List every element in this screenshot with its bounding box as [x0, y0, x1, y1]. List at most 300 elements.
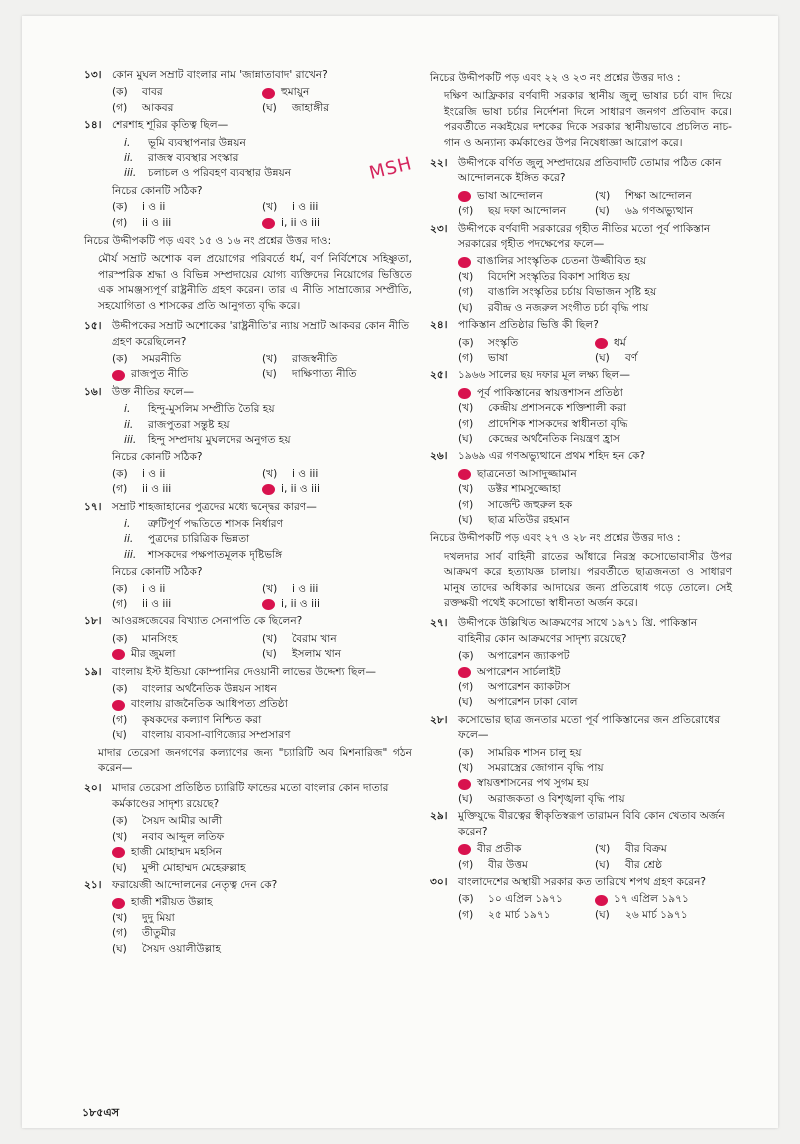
answer-option[interactable]: [458, 467, 732, 482]
option-text: ১৭ এপ্রিল ১৯৭১: [614, 893, 689, 906]
option-letter: (ক): [458, 746, 474, 759]
option-text: i ও ii: [142, 201, 166, 214]
option-text: ডক্টর শামসুজ্জোহা: [488, 483, 561, 496]
answer-option[interactable]: [112, 697, 412, 712]
answer-option[interactable]: [112, 647, 262, 662]
answer-option[interactable]: [112, 942, 412, 957]
statement-numeral: iii.: [124, 548, 137, 561]
which-correct-prompt: নিচের কোনটি সঠিক?: [112, 451, 203, 464]
answer-option[interactable]: [458, 386, 732, 401]
option-text: বর্ণ: [625, 351, 638, 364]
option-text: বাংলার অর্থনৈতিক উন্নয়ন সাধন: [142, 683, 277, 696]
option-letter: (খ): [458, 762, 474, 775]
option-text: দুদু মিয়া: [142, 911, 175, 924]
option-list: [112, 895, 412, 957]
option-text: ২৬ মার্চ ১৯৭১: [625, 908, 688, 921]
option-text: ২৫ মার্চ ১৯৭১: [488, 908, 551, 921]
question: [430, 449, 732, 464]
option-text: বীর শ্রেষ্ঠ: [625, 858, 663, 871]
question-text: কোন মুঘল সম্রাট বাংলার নাম 'জান্নাতাবাদ' রাখেন?: [112, 69, 328, 81]
answer-option[interactable]: [112, 895, 412, 910]
answer-option[interactable]: [112, 911, 412, 926]
option-list: [112, 352, 412, 383]
option-letter: (খ): [262, 201, 278, 214]
answer-option[interactable]: [595, 204, 732, 219]
option-text: কৃষকদের কল্যাণ নিশ্চিত করা: [142, 713, 262, 726]
filled-answer-bubble-icon: [458, 388, 471, 399]
option-letter: (খ): [458, 402, 474, 415]
option-text: সার্জেন্ট জহুরুল হক: [488, 498, 573, 511]
option-letter: (ঘ): [112, 942, 127, 955]
answer-option[interactable]: [458, 858, 595, 873]
question-number: ২০।: [84, 782, 102, 795]
option-text: সমরাস্ত্রের জোগান বৃদ্ধি পায়: [488, 762, 604, 775]
option-list: [112, 467, 412, 498]
filled-answer-bubble-icon: [595, 338, 608, 349]
question-text: উদ্দীপকে উল্লিখিত আক্রমণের সাথে ১৯৭১ খ্রি. পাকিস্তান বাহিনীর কোন আক্রমণের সাদৃশ্য রয়েছে?: [458, 617, 698, 645]
filled-answer-bubble-icon: [262, 218, 275, 229]
filled-answer-bubble-icon: [112, 649, 125, 660]
answer-option[interactable]: [112, 467, 262, 482]
filled-answer-bubble-icon: [458, 469, 471, 480]
question-number: ১৫।: [84, 320, 102, 333]
stimulus-passage: দক্ষিণ আফ্রিকার বর্ণবাদী সরকার স্থানীয় জুলু ভাষার চর্চা বাদ দিয়ে ইংরেজি ভাষা চর্চার নির্দেশনা দিলে সাধারণ জনগণ প্রতিবাদ করে। পরবর্তীতে নব্বইয়ের দশকের দিকে সরকার স্থানীয়ভাবে প্রচলিত নাচ-গান ও অন্যান্য কর্মকাণ্ডের উপর নিষেধাজ্ঞা আরোপ করে।: [444, 90, 732, 149]
answer-option[interactable]: [458, 417, 732, 432]
option-text: মুন্সী মোহাম্মদ মেহেরুল্লাহ: [142, 861, 246, 874]
answer-option[interactable]: [112, 216, 262, 231]
option-list: [458, 892, 732, 923]
answer-option[interactable]: [458, 695, 732, 710]
question: [84, 118, 412, 133]
answer-option[interactable]: [458, 665, 732, 680]
answer-option[interactable]: [458, 189, 595, 204]
option-letter: (গ): [458, 205, 474, 218]
option-letter: (ক): [458, 336, 474, 349]
answer-option[interactable]: [458, 401, 732, 416]
option-text: পূর্ব পাকিস্তানের স্বায়ত্তশাসন প্রতিষ্ঠা: [477, 386, 623, 399]
answer-option[interactable]: [458, 908, 595, 923]
answer-option[interactable]: [458, 270, 732, 285]
option-letter: (ক): [112, 201, 128, 214]
answer-option[interactable]: [595, 892, 732, 907]
option-letter: (ক): [112, 683, 128, 696]
answer-option[interactable]: [458, 842, 595, 857]
option-letter: (ক): [112, 86, 128, 99]
option-letter: (ঘ): [112, 861, 127, 874]
filled-answer-bubble-icon: [458, 667, 471, 678]
option-text: অপারেশন ঢাকা বোল: [488, 696, 578, 709]
question: [84, 614, 412, 629]
answer-option[interactable]: [458, 892, 595, 907]
option-letter: (ক): [112, 815, 128, 828]
option-list: [112, 814, 412, 876]
option-letter: (গ): [458, 417, 474, 430]
statement-numeral: i.: [124, 136, 131, 149]
filled-answer-bubble-icon: [458, 844, 471, 855]
statement-text: ত্রুটিপূর্ণ পদ্ধতিতে শাসক নির্ধারণ: [148, 517, 283, 530]
answer-option[interactable]: [112, 367, 262, 382]
answer-option[interactable]: [112, 632, 262, 647]
statement-list: [124, 517, 412, 563]
statement-numeral: iii.: [124, 433, 137, 446]
option-letter: (ঘ): [595, 351, 610, 364]
option-letter: (খ): [262, 632, 278, 645]
answer-option[interactable]: [458, 649, 732, 664]
option-text: সমরনীতি: [142, 352, 182, 365]
answer-option[interactable]: [262, 467, 412, 482]
question-number: ২৯।: [430, 810, 448, 823]
option-text: বাঙালির সাংস্কৃতিক চেতনা উজ্জীবিত হয়: [477, 255, 647, 268]
statement: [124, 517, 412, 532]
option-list: [112, 682, 412, 744]
answer-option[interactable]: [595, 351, 732, 366]
which-correct-prompt: নিচের কোনটি সঠিক?: [112, 184, 203, 197]
question-number: ২৫।: [430, 369, 448, 382]
filled-answer-bubble-icon: [458, 257, 471, 268]
question-number: ২৪।: [430, 319, 448, 332]
option-text: ভাষা আন্দোলন: [477, 189, 543, 202]
stimulus-passage: মৌর্য সম্রাট অশোক বল প্রয়োগের পরিবর্তে ধর্ম, বর্ণ নির্বিশেষে সহিষ্ণুতা, পারস্পরিক শ্রদ্ধা ও বিভিন্ন সম্প্রদায়ের যোগ্য ব্যক্তিদের নিয়োগের ভিত্তিতে এক সামঞ্জস্যপূর্ণ রাষ্ট্রনীতি গ্রহণ করেন। তার এ নীতি সাম্রাজ্যের সম্প্রীতি, সহযোগিতা ও শাসকের প্রতি আনুগত্য বৃদ্ধি করে।: [98, 253, 412, 312]
answer-option[interactable]: [112, 713, 412, 728]
option-text: শিক্ষা আন্দোলন: [625, 189, 692, 202]
answer-option[interactable]: [112, 352, 262, 367]
answer-option[interactable]: [458, 204, 595, 219]
question: [84, 68, 412, 83]
option-letter: (খ): [112, 911, 128, 924]
statement-numeral: ii.: [124, 533, 134, 546]
option-text: অপারেশন জ্যাকপট: [488, 650, 570, 663]
option-text: মানসিংহ: [142, 632, 178, 645]
answer-option[interactable]: [112, 861, 412, 876]
option-text: হাজী মোহাম্মদ মহসিন: [131, 846, 223, 859]
answer-option[interactable]: [112, 845, 412, 860]
question-text: উদ্দীপকে বর্ণিত জুলু সম্প্রদায়ের প্রতিবাদটি তোমার পঠিত কোন আন্দোলনকে ইঙ্গিত করে?: [458, 157, 722, 185]
option-letter: (ক): [112, 352, 128, 365]
question: [430, 222, 732, 253]
filled-answer-bubble-icon: [112, 898, 125, 909]
filled-answer-bubble-icon: [595, 895, 608, 906]
answer-option[interactable]: [262, 200, 412, 215]
which-correct-prompt: নিচের কোনটি সঠিক?: [112, 566, 203, 579]
question-text: ১৯৬৯ এর গণঅভ্যুত্থানে প্রথম শহিদ হন কে?: [458, 450, 646, 463]
answer-option[interactable]: [458, 432, 732, 447]
option-text: হাজী শরীয়ত উল্লাহ: [131, 896, 213, 909]
answer-option[interactable]: [262, 216, 412, 231]
question-text: সম্রাট শাহজাহানের পুত্রদের মধ্যে দ্বন্দ্বের কারণ—: [112, 500, 317, 513]
option-letter: (ঘ): [262, 101, 277, 114]
option-list: [458, 386, 732, 448]
question-number: ৩০।: [430, 875, 448, 888]
filled-answer-bubble-icon: [112, 370, 125, 381]
question-text: শেরশাহ শূরির কৃতিত্ব ছিল—: [112, 119, 229, 132]
answer-option[interactable]: [112, 814, 412, 829]
option-text: ভাষা: [488, 351, 508, 364]
option-text: বাংলায় রাজনৈতিক আধিপত্য প্রতিষ্ঠা: [131, 698, 288, 711]
statement-text: শাসকদের পক্ষপাতমূলক দৃষ্টিভঙ্গি: [148, 548, 283, 561]
option-list: [112, 85, 412, 116]
answer-option[interactable]: [458, 482, 732, 497]
option-letter: (খ): [262, 467, 278, 480]
option-text: কেন্দ্রীয় প্রশাসনকে শক্তিশালী করা: [488, 402, 627, 415]
option-text: বাংলায় ব্যবসা-বাণিজ্যের সম্প্রসারণ: [142, 729, 291, 742]
statement-list: [124, 402, 412, 448]
option-text: i, ii ও iii: [281, 216, 320, 229]
answer-option[interactable]: [112, 200, 262, 215]
option-letter: (গ): [458, 286, 474, 299]
question: [430, 368, 732, 383]
answer-option[interactable]: [458, 301, 732, 316]
option-text: ছাত্র মতিউর রহমান: [488, 513, 570, 526]
question-number: ২১।: [84, 878, 102, 891]
option-text: i ও ii: [142, 467, 166, 480]
answer-option[interactable]: [262, 597, 412, 612]
option-letter: (খ): [595, 843, 611, 856]
stimulus-passage: দখলদার সার্ব বাহিনী রাতের আঁধারে নিরস্ত্র কসোভোবাসীর উপর আক্রমণ করে হত্যাযজ্ঞ চালায়। পরবর্তীতে ছাত্রজনতা ও সাধারণ মানুষ তাদের অধিকার আদায়ের জন্য প্রতিরোধ গড়ে তোলে। সেই রক্তক্ষয়ী পথেই কসোভো স্বাধীনতা অর্জন করে।: [444, 550, 732, 609]
question: [430, 318, 732, 333]
question: [430, 616, 732, 647]
option-text: ছাত্রনেতা আসাদুজ্জামান: [477, 467, 577, 480]
statement: [124, 532, 412, 547]
option-letter: (গ): [112, 927, 128, 940]
question-text: মুক্তিযুদ্ধে বীরত্বের স্বীকৃতিস্বরূপ তারামন বিবি কোন খেতাব অর্জন করেন?: [458, 810, 725, 838]
option-text: মীর জুমলা: [131, 648, 176, 661]
option-letter: (ক): [112, 632, 128, 645]
option-text: ধর্ম: [614, 336, 626, 349]
option-list: [458, 254, 732, 316]
question-text: উদ্দীপকের সম্রাট অশোকের 'রাষ্ট্রনীতি'র ন্যায় সম্রাট আকবর কোন নীতি গ্রহণ করেছিলেন?: [112, 320, 410, 348]
answer-option[interactable]: [595, 858, 732, 873]
option-letter: (ঘ): [595, 205, 610, 218]
option-letter: (ঘ): [262, 368, 277, 381]
option-letter: (ক): [112, 582, 128, 595]
question-number: ১৭।: [84, 500, 102, 513]
option-text: অপারেশন সার্চলাইট: [477, 665, 561, 678]
option-text: ১০ এপ্রিল ১৯৭১: [488, 893, 563, 906]
handwritten-note: MSH: [367, 153, 415, 184]
answer-option[interactable]: [458, 513, 732, 528]
answer-option[interactable]: [112, 926, 412, 941]
option-text: বীর বিক্রম: [625, 843, 667, 856]
option-text: ii ও iii: [142, 598, 172, 610]
statement-numeral: iii.: [124, 167, 137, 180]
option-text: স্বায়ত্তশাসনের পথ সুগম হয়: [477, 777, 589, 790]
filled-answer-bubble-icon: [458, 779, 471, 790]
filled-answer-bubble-icon: [262, 599, 275, 610]
option-letter: (গ): [112, 216, 128, 229]
option-text: সামরিক শাসন চালু হয়: [488, 746, 582, 759]
statement-text: রাজস্ব ব্যবস্থার সংস্কার: [148, 152, 239, 165]
option-letter: (ঘ): [458, 432, 473, 445]
option-list: [458, 189, 732, 220]
option-text: রাজস্বনীতি: [292, 352, 338, 365]
answer-option[interactable]: [595, 908, 732, 923]
statement: [124, 136, 412, 151]
question-number: ২৮।: [430, 713, 448, 726]
statement-numeral: i.: [124, 517, 131, 530]
option-letter: (খ): [595, 189, 611, 202]
answer-option[interactable]: [458, 254, 732, 269]
option-letter: (গ): [458, 351, 474, 364]
option-text: i ও iii: [292, 467, 319, 480]
option-letter: (ঘ): [262, 648, 277, 661]
statement: [124, 402, 412, 417]
statement-text: পুত্রদের চারিত্রিক ভিন্নতা: [148, 533, 250, 546]
answer-option[interactable]: [112, 830, 412, 845]
stimulus-instruction: নিচের উদ্দীপকটি পড় এবং ২৭ ও ২৮ নং প্রশ্নের উত্তর দাও :: [430, 532, 681, 545]
question: [84, 665, 412, 680]
question-number: ২২।: [430, 157, 448, 170]
option-list: [458, 746, 732, 808]
question: [84, 878, 412, 893]
statement-numeral: ii.: [124, 152, 134, 165]
option-text: সৈয়দ আমীর আলী: [142, 815, 223, 828]
question: [84, 781, 412, 812]
answer-option[interactable]: [458, 351, 595, 366]
question-text: বাংলাদেশের অস্থায়ী সরকার কত তারিখে শপথ গ্রহণ করেন?: [458, 875, 707, 888]
option-letter: (খ): [458, 270, 474, 283]
question-text: ফরায়েজী আন্দোলনের নেতৃত্ব দেন কে?: [112, 878, 278, 891]
option-text: অপারেশন ক্যাকটাস: [488, 681, 571, 694]
answer-option[interactable]: [458, 285, 732, 300]
option-letter: (গ): [112, 713, 128, 726]
answer-option[interactable]: [112, 582, 262, 597]
stimulus-instruction: নিচের উদ্দীপকটি পড় এবং ১৫ ও ১৬ নং প্রশ্নের উত্তর দাও:: [84, 235, 332, 248]
statement-text: চলাচল ও পরিবহণ ব্যবস্থার উন্নয়ন: [148, 167, 292, 180]
stimulus-instruction: নিচের উদ্দীপকটি পড় এবং ২২ ও ২৩ নং প্রশ্নের উত্তর দাও :: [430, 72, 681, 84]
option-list: [112, 200, 412, 231]
option-text: জাহাঙ্গীর: [292, 101, 330, 114]
option-letter: (গ): [458, 498, 474, 511]
statement-text: হিন্দু সম্প্রদায় মুঘলদের অনুগত হয়: [148, 433, 291, 446]
option-text: কেন্দ্রের অর্থনৈতিক নিয়ন্ত্রণ হ্রাস: [488, 432, 620, 445]
option-letter: (খ): [262, 582, 278, 595]
question-text: মাদার তেরেসা প্রতিষ্ঠিত চ্যারিটি ফান্ডের মতো বাংলার কোন দাতার কর্মকাণ্ডের সাদৃশ্য রয়েছে?: [112, 782, 389, 810]
statement: [124, 433, 412, 448]
option-list: [458, 842, 732, 873]
question: [430, 156, 732, 187]
option-text: সংস্কৃতি: [488, 336, 519, 349]
option-text: রবীন্দ্র ও নজরুল সংগীত চর্চা বৃদ্ধি পায়: [488, 301, 649, 314]
option-text: ইসলাম খান: [292, 648, 342, 661]
statement: [124, 548, 412, 563]
answer-option[interactable]: [112, 682, 412, 697]
answer-option[interactable]: [595, 842, 732, 857]
answer-option[interactable]: [458, 680, 732, 695]
filled-answer-bubble-icon: [262, 484, 275, 495]
left-column: [84, 68, 415, 959]
option-text: i ও ii: [142, 582, 166, 595]
option-letter: (ঘ): [458, 696, 473, 709]
statement-text: হিন্দু-মুসলিম সম্প্রীতি তৈরি হয়: [148, 403, 275, 416]
answer-option[interactable]: [112, 728, 412, 743]
answer-option[interactable]: [262, 101, 412, 116]
question-text: উক্ত নীতির ফলে—: [112, 385, 194, 398]
question: [430, 809, 732, 840]
answer-option[interactable]: [458, 336, 595, 351]
answer-option[interactable]: [458, 776, 732, 791]
filled-answer-bubble-icon: [262, 88, 275, 99]
answer-option[interactable]: [458, 746, 732, 761]
option-letter: (ঘ): [595, 908, 610, 921]
option-list: [112, 632, 412, 663]
option-text: ৬৯ গণঅভ্যুত্থান: [625, 205, 694, 218]
option-letter: (ঘ): [112, 729, 127, 742]
option-text: সৈয়দ ওয়ালীউল্লাহ: [142, 942, 221, 955]
stimulus-passage: মাদার তেরেসা জনগণের কল্যাণের জন্য "চ্যারিটি অব মিশনারিজ" গঠন করেন—: [98, 746, 412, 775]
option-text: বৈরাম খান: [292, 632, 337, 645]
option-text: প্রাদেশিক শাসকদের স্বাধীনতা বৃদ্ধি: [488, 417, 628, 430]
statement-list: [124, 136, 415, 184]
option-letter: (ঘ): [458, 301, 473, 314]
option-text: হুমায়ুন: [281, 86, 310, 99]
question-text: উদ্দীপকে বর্ণবাদী সরকারের গৃহীত নীতির মতো পূর্ব পাকিস্তান সরকারের গৃহীত পদক্ষেপের ফলে—: [458, 222, 711, 251]
answer-option[interactable]: [458, 792, 732, 807]
option-list: [458, 649, 732, 711]
option-letter: (ক): [458, 893, 474, 906]
answer-option[interactable]: [262, 632, 412, 647]
option-text: রাজপুত নীতি: [131, 368, 189, 381]
option-text: দাক্ষিণাত্য নীতি: [292, 368, 357, 381]
answer-option[interactable]: [262, 352, 412, 367]
option-letter: (ঘ): [595, 858, 610, 871]
option-letter: (ক): [458, 650, 474, 663]
answer-option[interactable]: [458, 761, 732, 776]
question: [84, 385, 412, 400]
option-text: ii ও iii: [142, 483, 172, 496]
question-number: ১৪।: [84, 119, 102, 132]
option-letter: (ঘ): [458, 513, 473, 526]
question-text: পাকিস্তান প্রতিষ্ঠার ভিত্তি কী ছিল?: [458, 319, 599, 332]
option-letter: (গ): [458, 858, 474, 871]
question: [84, 319, 412, 350]
question-text: বাংলায় ইস্ট ইন্ডিয়া কোম্পানির দেওয়ানী লাভের উদ্দেশ্য ছিল—: [112, 665, 376, 678]
answer-option[interactable]: [262, 85, 412, 100]
answer-option[interactable]: [458, 498, 732, 513]
option-text: i, ii ও iii: [281, 598, 320, 610]
question-number: ১৬।: [84, 385, 102, 398]
exam-page: [22, 16, 778, 1128]
question: [84, 500, 412, 515]
option-text: i ও iii: [292, 201, 319, 214]
filled-answer-bubble-icon: [458, 191, 471, 202]
question-text: কসোভোর ছাত্র জনতার মতো পূর্ব পাকিস্তানের জন প্রতিরোধের ফলে—: [458, 713, 721, 742]
option-letter: (গ): [458, 681, 474, 694]
answer-option[interactable]: [262, 367, 412, 382]
option-list: [112, 582, 412, 613]
answer-option[interactable]: [262, 647, 412, 662]
question-number: ২৭।: [430, 617, 448, 630]
option-list: [458, 467, 732, 529]
page-footer: ১৮৫এস: [82, 1106, 120, 1119]
answer-option[interactable]: [112, 482, 262, 497]
answer-option[interactable]: [262, 582, 412, 597]
option-letter: (গ): [458, 908, 474, 921]
statement: [124, 418, 412, 433]
answer-option[interactable]: [595, 336, 732, 351]
option-letter: (গ): [112, 483, 128, 496]
answer-option[interactable]: [112, 85, 262, 100]
option-text: বিদেশি সংস্কৃতির বিকাশ সাধিত হয়: [488, 270, 630, 283]
option-letter: (ঘ): [458, 792, 473, 805]
statement-text: রাজপুতরা সন্তুষ্ট হয়: [148, 418, 230, 431]
answer-option[interactable]: [112, 101, 262, 116]
answer-option[interactable]: [595, 189, 732, 204]
option-text: অরাজকতা ও বিশৃঙ্খলা বৃদ্ধি পায়: [488, 792, 625, 805]
filled-answer-bubble-icon: [112, 847, 125, 858]
answer-option[interactable]: [262, 482, 412, 497]
right-column: [430, 68, 732, 925]
answer-option[interactable]: [112, 597, 262, 612]
